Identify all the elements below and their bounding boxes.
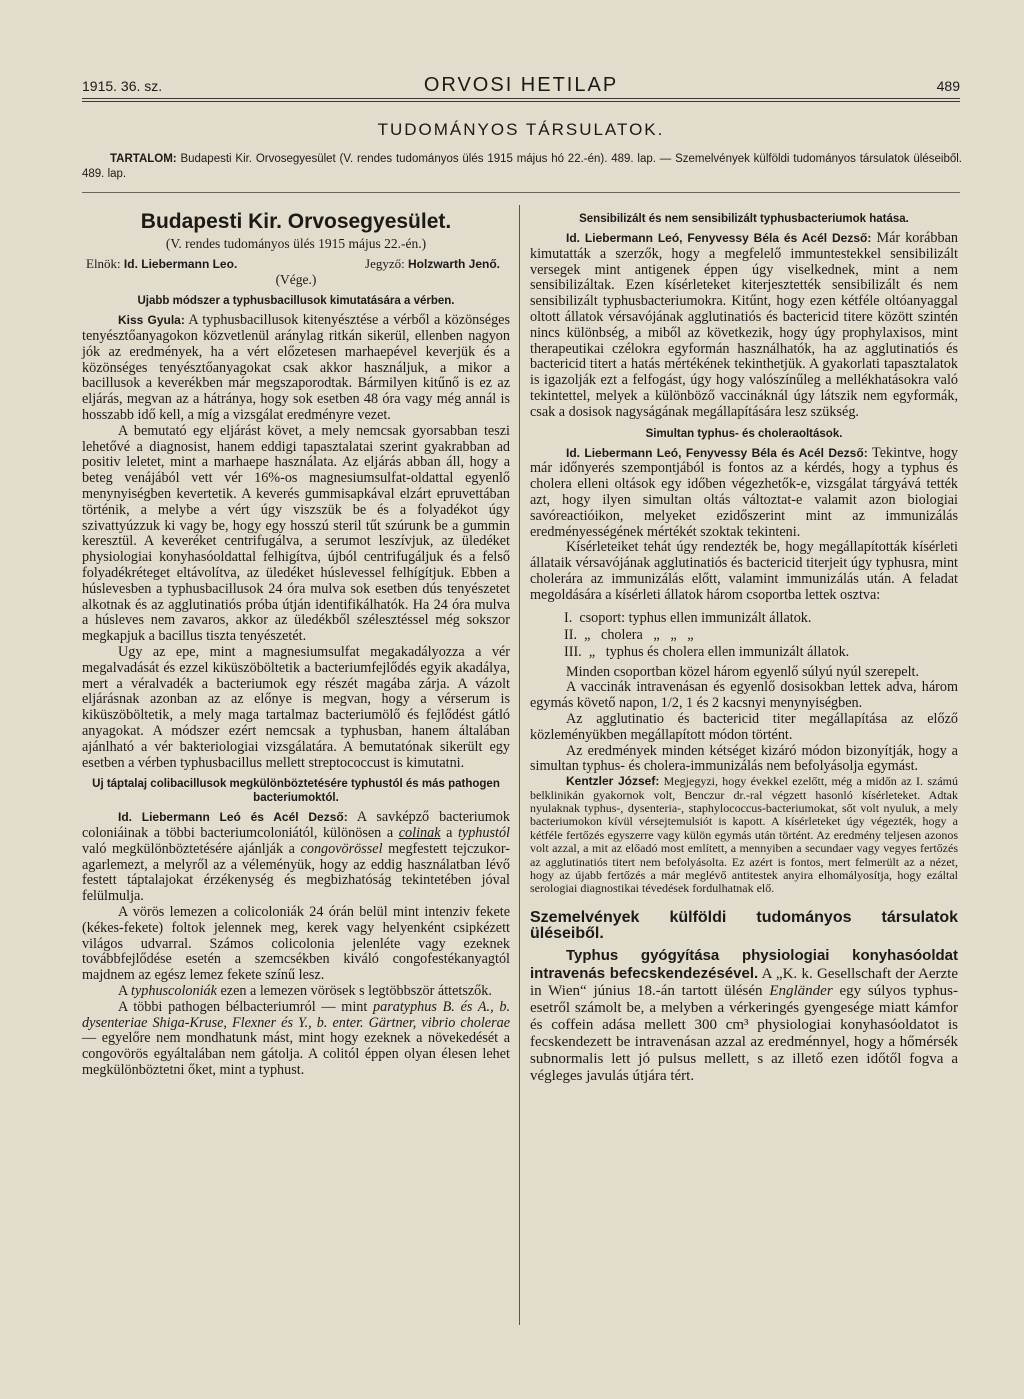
journal-title: ORVOSI HETILAP <box>423 74 619 96</box>
group-list <box>564 610 958 661</box>
list-item: II. „ cholera „ „ „ <box>564 626 694 643</box>
right-column <box>530 212 958 1085</box>
paragraph: A typhuscoloniák ezen a lemezen vörösek s legtöbbször áttetszők. <box>118 983 492 1000</box>
toc-rule <box>82 192 960 193</box>
paragraph: A többi pathogen bélbacteriumról — mint paratyphus B. és A., b. dysenteriae Shiga-Kruse, Flexner és Y., b. enter. Gärtner, vibrio cholerae — egyelőre nem mondhatunk mást, mint hogy ezeknek a növekedését a congovörös egyáltalában nem gátolja. A colitól éppen olyan élesen lehet megkülönböztetni őket, mint a typhust. <box>82 998 510 1079</box>
end-note: (Vége.) <box>275 272 317 288</box>
running-header <box>82 74 960 98</box>
page-number: 489 <box>936 78 960 94</box>
paragraph: Az eredmények minden kétséget kizáró módon bizonyítják, hogy a simultan typhus- és cholera-immunizálás nem befolyásolja egymást. <box>530 742 958 775</box>
header-rule <box>82 98 960 102</box>
paragraph: Ugy az epe, mint a magnesiumsulfat megakadályozza a vér megalvadását és ezzel kiküszöböltetik a bacteriumfejlődés egyik akadálya, mert a véralvadék a bacteriumok egy részét magába zárja. A vázolt eljárásnak azonban az az előnye is megvan, hogy a vérserum is kiküszöböltetik, a mely maga tartalmaz bacteriumölő és fejlődést gátló anyagokat. A módszer ezért nemcsak a typhusban, hanem általában ajánlható a vér bakteriologiai vizsgálatára. A bemutatónak sikerült egy esetben a vérben typhusbacillus mellett streptococcust is kimutatni. <box>82 643 510 771</box>
paragraph: A vaccinák intravenásan és egyenlő dosisokban lettek adva, három egymás követő napon, 1/2, 1 és 2 kacsnyi menynyiségben. <box>530 679 958 712</box>
society-title: Budapesti Kir. Orvosegyesület. <box>140 210 452 233</box>
issue-number: 1915. 36. sz. <box>82 78 163 94</box>
meeting-info: (V. rendes tudományos ülés 1915 május 22.-én.) <box>165 235 427 251</box>
list-item: I. csoport: typhus ellen immunizált állatok. <box>564 609 812 626</box>
article-heading: Simultan typhus- és choleraoltások. <box>645 427 843 440</box>
article-heading: Uj táptalaj colibacillusok megkülönböztetésére typhustól és más pathogen bacteriumoktól. <box>92 778 500 805</box>
section-title: TUDOMÁNYOS TÁRSULATOK. <box>377 120 665 139</box>
paragraph: Typhus gyógyítása physiologiai konyhasóoldat intravenás befecskendezésével. A „K. k. Gesellschaft der Aerzte in Wien“ június 18.-án tartott ülésén Engländer egy súlyos typhus-esetről számolt be, a melyben a vérkeringés gyengesége miatt kámfor és coffein adása mellett 300 cm³ physiologiai konyhasóoldatot is fecskendezett be intravenásan azzal az eredménnyel, hogy a hőmérsék subnormalis lett jó pulsus mellett, s az illető ezen időtől fogva a végleges javulás útjára tért. <box>530 947 959 1085</box>
secretary: Jegyző: Holzwarth Jenő. <box>365 255 500 271</box>
paragraph: Az agglutinatio és bactericid titer megállapítása az előző közleményükben megállapított módon történt. <box>530 710 958 743</box>
officers-line <box>82 256 510 273</box>
paragraph: Kísérleteiket tehát úgy rendezték be, hogy megállapították kísérleti állataik vérsavójának agglutinatiós és bactericid titerjeit úgy typhusra, mint cholerára az immunizálás előtt, valamint immunizálás után. A feladat megoldására a kísérleti állatok három csoportba lettek osztva: <box>530 539 958 603</box>
left-column <box>82 212 510 1079</box>
paragraph: A bemutató egy eljárást követ, a mely nemcsak gyorsabban teszi lehetővé a diagnosist, hanem eddigi tapasztalatai szerint gyakrabban ad positiv leletet, mint a marhaepe használata. Az eljárás abban áll, hogy a beteg venájából vett vér 16%-os magnesiumsulfat-oldattal egyenlő menynyiségben kevertetik. A keverés gummisapkával elzárt epruvettában történik, a melybe a vért úgy viszszük be és a folyadékot úgy szivattyúzzuk ki vagy be, hogy egy hosszú steril tűt szúrunk be a gummin keresztül. A keveréket centrifugálva, a serumot leszívjuk, az üledéket physiologiai konyhasóoldattal felhigítva, újból centrifugáljuk és a felső folyadékréteget eltávolítva, az üledéket húslevessel felhígítjuk. Ebben a húslevesben a typhusbacillusok 24 óra mulva sok esetben dús tenyészetet alkotnak és az agglutinatiós próba útján identifikálhatók. Ha 24 óra mulva a húsleves nem zavaros, akkor az üledékből szélesztéssel még sokszor megkapjuk a bacillus tiszta tenyészetét. <box>82 422 510 645</box>
article-heading: Sensibilizált és nem sensibilizált typhusbacteriumok hatása. <box>579 213 909 225</box>
paragraph: Minden csoportban közel három egyenlő súlyú nyúl szerepelt. <box>566 663 920 680</box>
paragraph: Id. Liebermann Leó, Fenyvessy Béla és Acél Dezső: Tekintve, hogy már időnyerés szempontjából is fontos az a kérdés, hogy a typhus és cholera elleni oltások egy időben végezhetők-e, vizsgálat tárgyává tették azt, hogy ilyen simultan oltás változtat-e valamit azon biologiai savóreactióikon, melyeket ezidőszerint mint az immunizálás eredményességének mértékét szoktak tekinteni. <box>530 444 958 540</box>
list-item: III. „ typhus és cholera ellen immunizált állatok. <box>564 643 850 660</box>
section-heading: Szemelvények külföldi tudományos társulatok üléseiből. <box>530 908 958 942</box>
toc-label: TARTALOM: <box>110 153 177 165</box>
paragraph: Id. Liebermann Leó és Acél Dezső: A savképző bacteriumok coloniáinak a többi bacteriumcoloniától, különösen a colinak a typhustól való megkülönböztetésére ajánlják a congovörössel megfestett tejczukor-agarlemezt, a melyről az a véleményük, hogy az eddig használatban lévő festett táptalajokat érzékenység és megbizhatóság tekintetében jóval felülmulja. <box>82 809 511 905</box>
paragraph: Kiss Gyula: A typhusbacillusok kitenyésztése a vérből a közönséges tenyésztőanyagokon közvetlenül aránylag ritkán sikerül, ellenben nagyon jók az eredmények, ha a vért előzetesen marhaepével keverjük és a közönséges tenyésztőanyagokat csak akkor használjuk, a mikor a bacillusok a keverékben már megszaporodtak. Bármilyen kitűnő is ez az eljárás, megvan az a hátránya, hogy sok esetben 48 óra vagy még annál is hosszabb idő kell, a míg a vizsgálat eredményre vezet. <box>82 312 510 423</box>
paragraph: Kentzler József: Megjegyzi, hogy évekkel ezelőtt, még a midőn az I. számú belklinikán gyakornok volt, Benczur dr.-ral végzett hasonló kísérleteket. Adtak nyulaknak typhus-, dysenteria-, staphylococcus-bacteriumokat, sőt volt nyuluk, a mely bacteriumokon kívül vérsejtemulsiót is kapott. A kísérleteket úgy végezték, hogy a kétféle fertőzés egyszerre vagy külön egymás után történt. Az eredmény teljesen azonos volt azzal, a mit az előadó most említett, a mennyiben a secundaer vagy vegyes fertőzés az agglutinatiós titert nem befolyásolta. Ez azért is fontos, mert felmerült az a nézet, hogy az újabb fertőzés a már meglévő antitestek anyira elhomályosítja, hogy ezáltal serologiai diagnostikai tévedések fordulhatnak elő. <box>530 774 958 896</box>
table-of-contents <box>82 152 962 182</box>
paragraph: A vörös lemezen a colicoloniák 24 órán belül mint intenziv fekete (kékes-fekete) foltok jelennek meg, kerek vagy helyenként csipkézett világos udvarral. Számos colicolonia jelenléte vagy ezeknek továbbfejlődése esetén a szemcsékben kiváló congofestékanyagtól majdnem az egész lemez fekete színű lesz. <box>82 904 510 984</box>
article-heading: Ujabb módszer a typhusbacillusok kimutatására a vérben. <box>137 295 455 308</box>
paragraph: Id. Liebermann Leó, Fenyvessy Béla és Acél Dezső: Már korábban kimutatták a szerzők, hogy a megfelelő immuntestekkel sensibilizált versegek mint antigenek éppen úgy viselkednek, mint a nem sensibilizáltak. Ezen kísérleteket kiterjesztették sensibilizált és nem sensibilizált typhusbacteriumokra. Kitűnt, hogy ezen kétféle oltóanyaggal oltott állatok vérsavójának agglutinatiós és bactericid titere között szintén nincs különbség, a miből az következik, hogy úgy prophylaxisos, mint therapeutikai czélokra egyformán használhatók, ha az agglutinatiós és bactericid titert a hatás mértékének tekinthetjük. A gyakorlati tapasztalatok is igazolják ezt a felfogást, úgy hogy valószínűleg a mellékhatásokra való tekintettel, melyek a különböző vaccináknál úgy látszik nem egyformák, csak a dosisok nagyságának megállapítására lesz szükség. <box>530 230 958 420</box>
chair: Elnök: Id. Liebermann Leo. <box>86 255 238 271</box>
toc-text: Budapesti Kir. Orvosegyesület (V. rendes tudományos ülés 1915 május hó 22.-én). 489. lap. — Szemelvények külföldi tudományos társulatok üléseiből. 489. lap. <box>82 153 962 180</box>
column-divider <box>519 205 520 1325</box>
